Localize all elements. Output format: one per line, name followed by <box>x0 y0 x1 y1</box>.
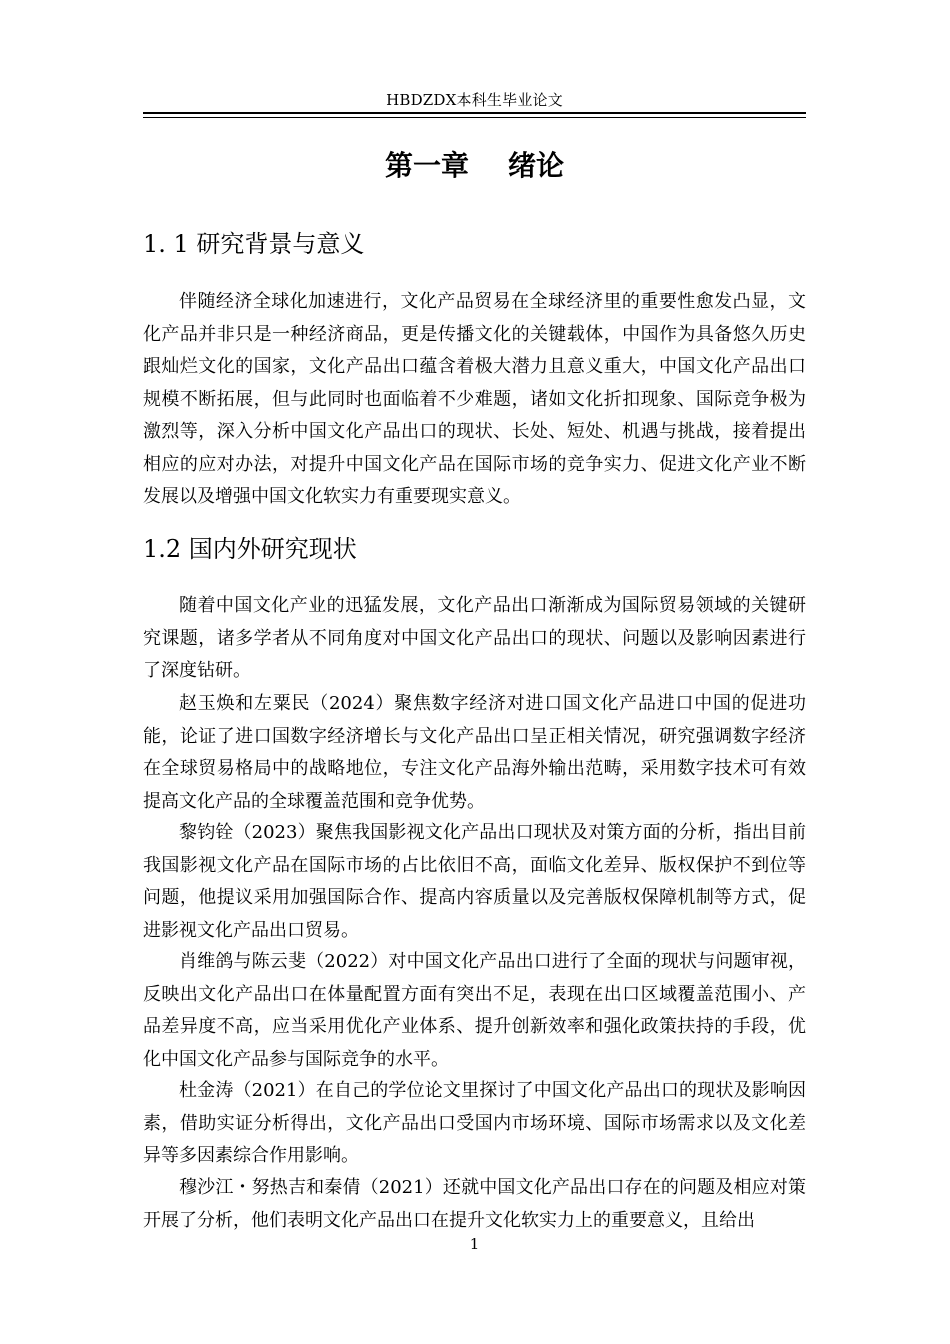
paragraph-musha: 穆沙江・努热吉和秦倩（2021）还就中国文化产品出口存在的问题及相应对策开展了分析，他们表明文化产品出口在提升文化软实力上的重要意义，且给出 <box>143 1177 806 1231</box>
running-header: HBDZDX本科生毕业论文 <box>386 91 563 109</box>
chapter-title: 第一章 绪论 <box>385 149 564 182</box>
paragraph-zhao-zuo: 赵玉焕和左粟民（2024）聚焦数字经济对进口国文化产品进口中国的促进功能，论证了进口国数字经济增长与文化产品出口呈正相关情况，研究强调数字经济在全球贸易格局中的战略地位，专注文化产品海外输出范畴，采用数字技术可有效提高文化产品的全球覆盖范围和竞争优势。 <box>143 693 806 812</box>
section-heading-1-1: 1. 1 研究背景与意义 <box>143 230 365 258</box>
page-number: 1 <box>469 1235 480 1253</box>
paragraph-background: 伴随经济全球化加速进行，文化产品贸易在全球经济里的重要性愈发凸显，文化产品并非只是一种经济商品，更是传播文化的关键载体，中国作为具备悠久历史跟灿烂文化的国家，文化产品出口蕴含着极大潜力且意义重大，中国文化产品出口规模不断拓展，但与此同时也面临着不少难题，诸如文化折扣现象、国际竞争极为激烈等，深入分析中国文化产品出口的现状、长处、短处、机遇与挑战，接着提出相应的应对办法，对提升中国文化产品在国际市场的竞争实力、促进文化产业不断发展以及增强中国文化软实力有重要现实意义。 <box>143 291 806 507</box>
paragraph-du: 杜金涛（2021）在自己的学位论文里探讨了中国文化产品出口的现状及影响因素，借助实证分析得出，文化产品出口受国内市场环境、国际市场需求以及文化差异等多因素综合作用影响。 <box>143 1080 806 1166</box>
paragraph-xiao-chen: 肖维鸽与陈云斐（2022）对中国文化产品出口进行了全面的现状与问题审视，反映出文化产品出口在体量配置方面有突出不足，表现在出口区域覆盖范围小、产品差异度不高，应当采用优化产业体系、提升创新效率和强化政策扶持的手段，优化中国文化产品参与国际竞争的水平。 <box>143 951 806 1070</box>
paragraph-overview: 随着中国文化产业的迅猛发展，文化产品出口渐渐成为国际贸易领域的关键研究课题，诸多学者从不同角度对中国文化产品出口的现状、问题以及影响因素进行了深度钻研。 <box>143 595 806 681</box>
header-rule-thin <box>143 117 806 118</box>
header-rule <box>143 112 806 114</box>
paragraph-li: 黎钧铨（2023）聚焦我国影视文化产品出口现状及对策方面的分析，指出目前我国影视文化产品在国际市场的占比依旧不高，面临文化差异、版权保护不到位等问题，他提议采用加强国际合作、提高内容质量以及完善版权保障机制等方式，促进影视文化产品出口贸易。 <box>143 822 806 941</box>
section-heading-1-2: 1.2 国内外研究现状 <box>143 535 357 563</box>
